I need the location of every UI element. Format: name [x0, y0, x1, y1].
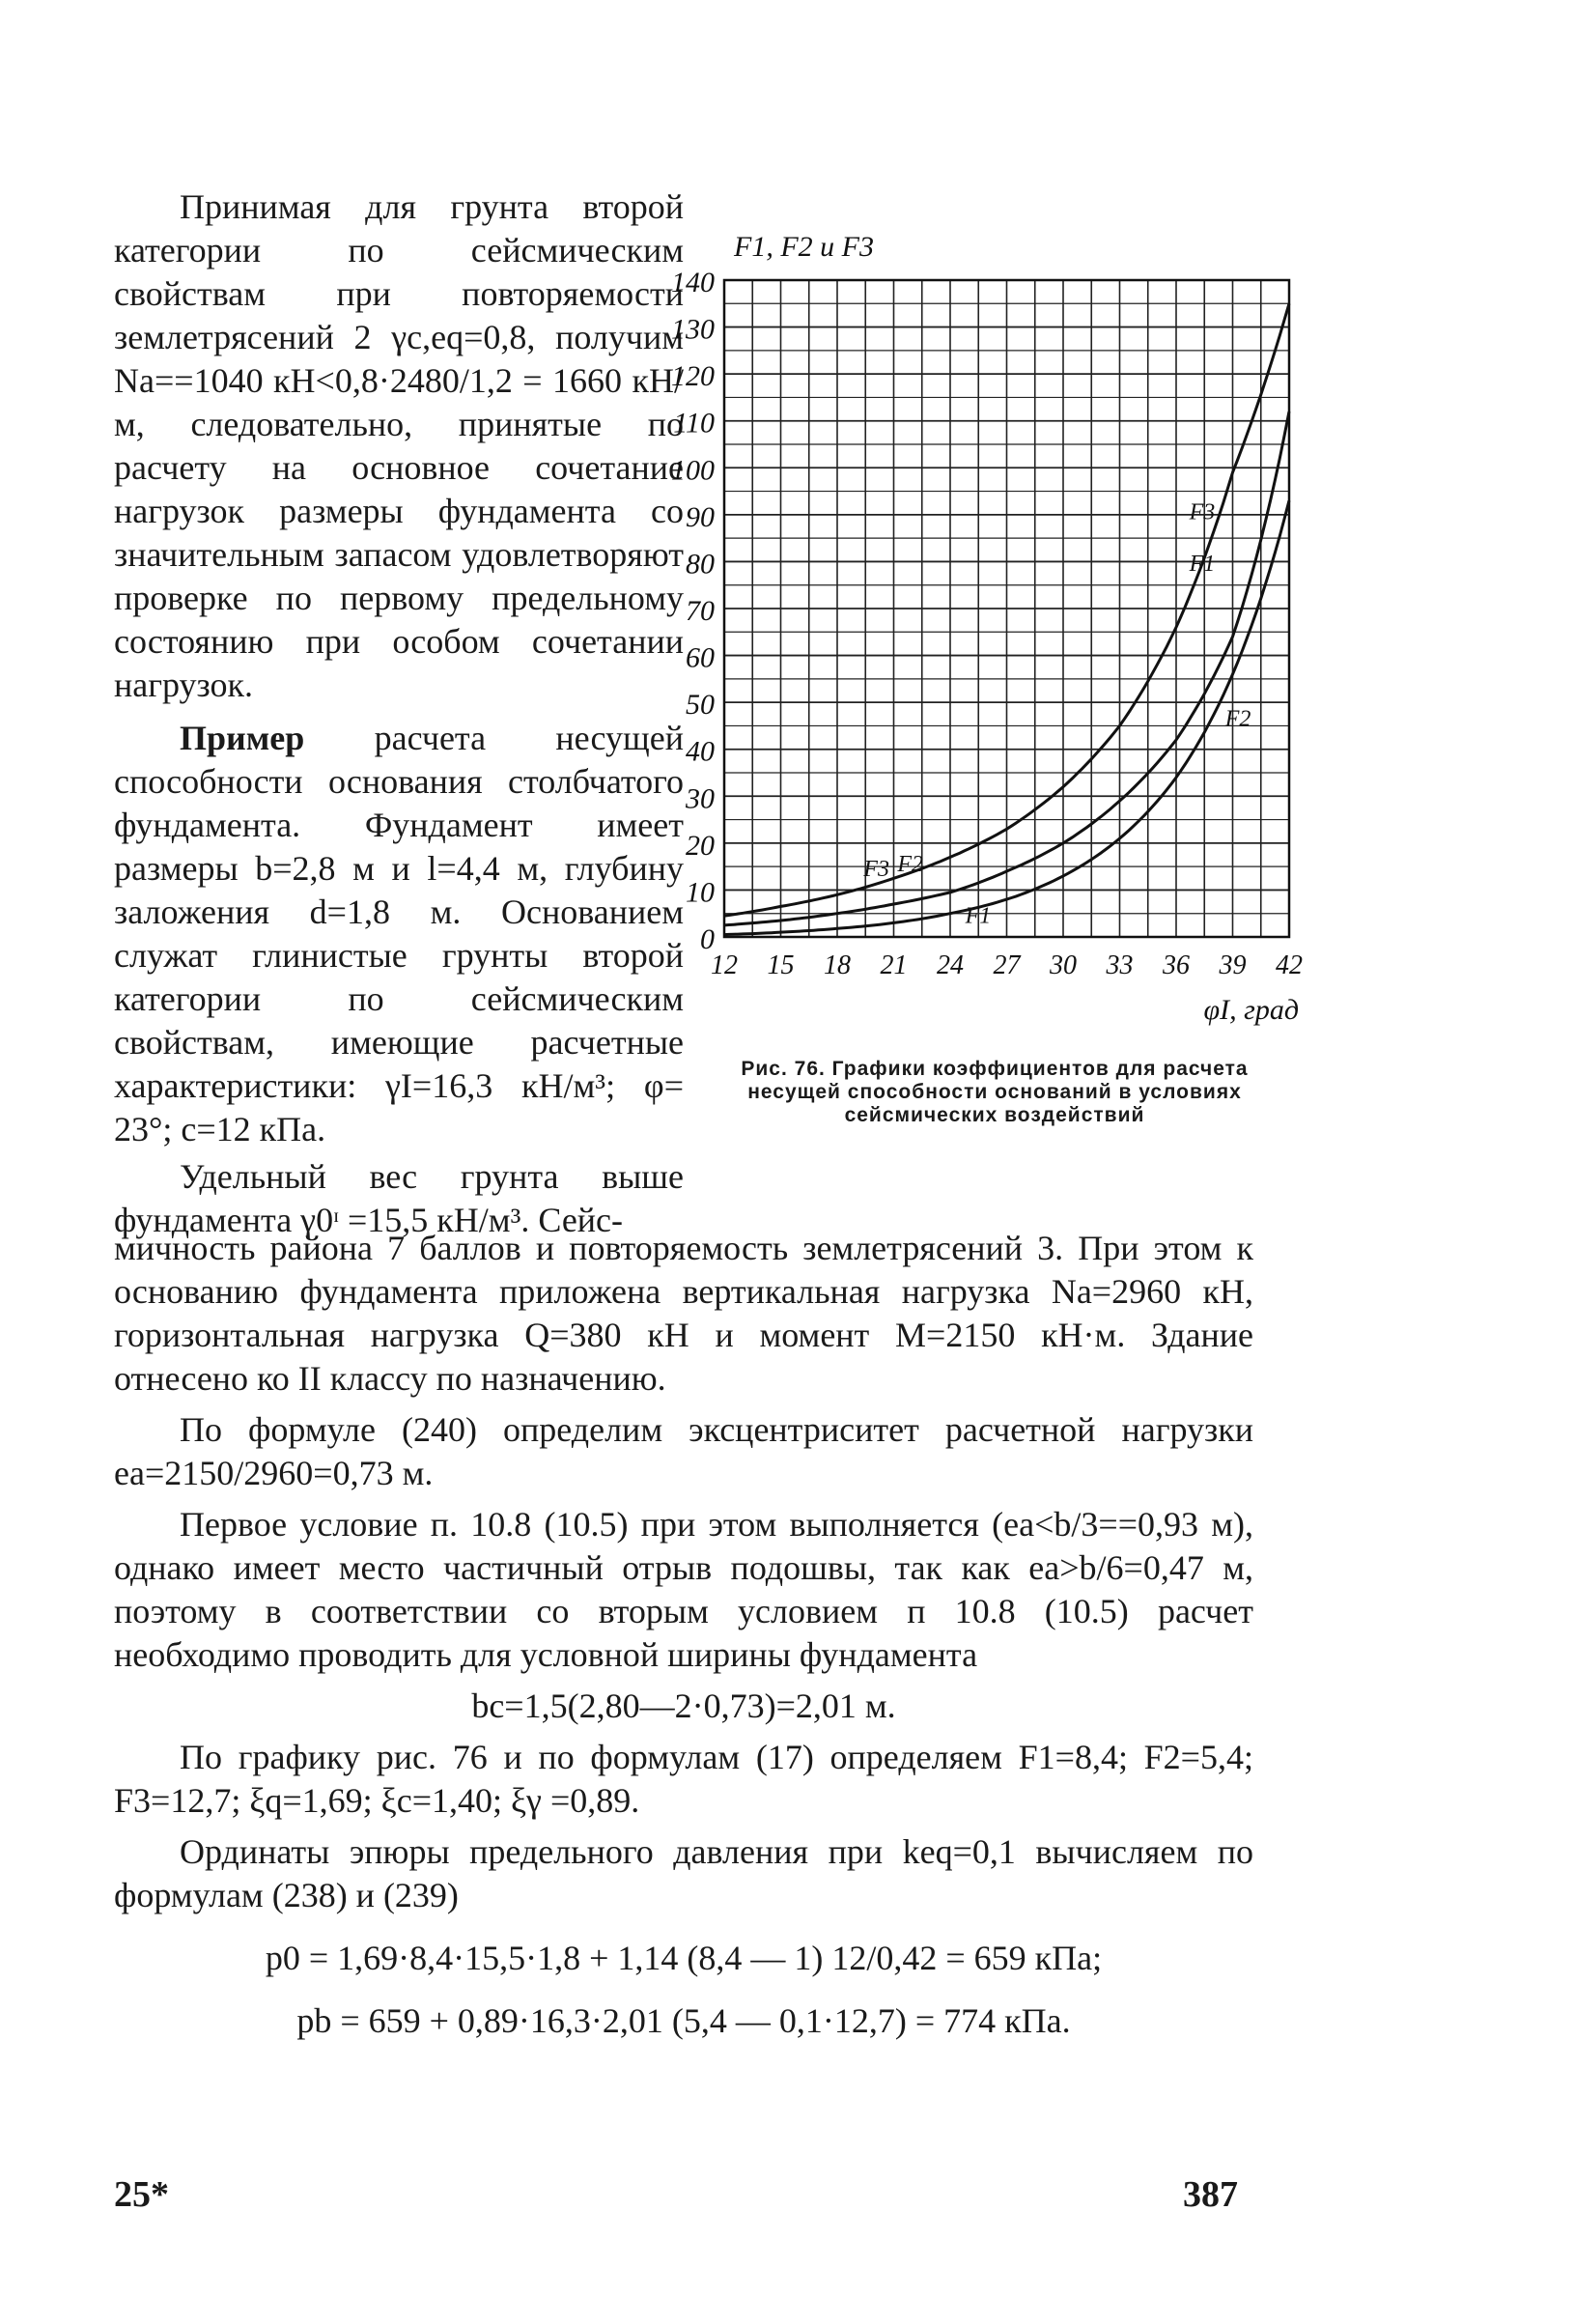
y-tick-label: 30	[686, 782, 715, 815]
equation-p0: p0 = 1,69·8,4·15,5·1,8 + 1,14 (8,4 — 1) 12/0,42 = 659 кПа;	[265, 1939, 1103, 1977]
y-tick-label: 110	[673, 407, 715, 439]
equation-pb: pb = 659 + 0,89·16,3·2,01 (5,4 — 0,1·12,7) = 774 кПа.	[296, 2001, 1071, 2040]
x-tick-label: 12	[711, 950, 738, 980]
paragraph-5: Первое условие п. 10.8 (10.5) при этом выполняется (ea<b/3==0,93 м), однако имеет место частичный отрыв подошвы, так как ea>b/6=0,47 м, поэтому в соответствии со вторым условием п 10.8 (10.5) расчет необходимо проводить для условной ширины фундамента	[114, 1505, 1253, 1674]
series-annotation: F1	[965, 903, 992, 929]
series-annotation: F3	[863, 856, 889, 882]
x-tick-label: 36	[1163, 950, 1190, 980]
paragraph-4: По формуле (240) определим эксцентриситет расчетной нагрузки ea=2150/2960=0,73 м.	[114, 1410, 1253, 1492]
y-tick-label: 120	[671, 360, 715, 393]
series-annotation: F2	[1224, 706, 1251, 732]
y-tick-label: 100	[671, 454, 715, 487]
y-tick-label: 40	[686, 735, 715, 768]
page-number: 387	[1183, 2174, 1238, 2215]
y-tick-label: 0	[700, 923, 715, 955]
chart-figure	[671, 193, 1303, 1026]
x-axis-label: φI, град	[1203, 994, 1299, 1026]
y-axis-label: F1, F2 и F3	[734, 231, 874, 263]
example-heading: Пример	[180, 719, 305, 757]
series-annotation: F1	[1189, 552, 1216, 578]
y-tick-label: 70	[686, 595, 715, 627]
y-tick-label: 90	[686, 500, 715, 533]
y-tick-label: 140	[671, 267, 715, 298]
paragraph-7: Ординаты эпюры предельного давления при keq=0,1 вычисляем по формулам (238) и (239)	[114, 1832, 1253, 1914]
paragraph-3-cont: мичность района 7 баллов и повторяемость землетрясений 3. При этом к основанию фундамента приложена вертикальная нагрузка Na=2960 кН, горизонтальная нагрузка Q=380 кН и момент M=2150 кН·м. Здание отнесено ко II классу по назначению.	[114, 1229, 1253, 1398]
series-annotation: F3	[1189, 499, 1216, 525]
x-tick-label: 27	[993, 950, 1021, 980]
paragraph-1: Принимая для грунта второй категории по сейсмическим свойствам при повторяемости землетрясений 2 γc,eq=0,8, получим Na==1040 кН<0,8·2480/1,2 = 1660 кН/м, следовательно, принятые по расчету на основное сочетание нагрузок размеры фундамента со значительным запасом удовлетворяют проверке по первому предельному состоянию при особом сочетании нагрузок.	[114, 187, 684, 704]
x-tick-label: 24	[937, 950, 964, 980]
y-tick-label: 130	[671, 313, 715, 346]
series-annotation: F2	[897, 852, 924, 877]
paragraph-2	[114, 717, 684, 1151]
example-text: расчета несущей способности основания столбчатого фундамента. Фундамент имеет размеры b=2,8 м и l=4,4 м, глубину заложения d=1,8 м. Основанием служат глинистые грунты второй категории по сейсмическим свойствам, имеющие расчетные характеристики: γI=16,3 кН/м³; φ= 23°; c=12 кПа.	[114, 719, 684, 1148]
footer-signature-mark: 25*	[114, 2174, 169, 2215]
body-text	[114, 1227, 1253, 2051]
y-tick-label: 20	[686, 829, 715, 862]
y-tick-label: 50	[686, 689, 715, 722]
paragraph-3-start: Удельный вес грунта выше фундамента γ0ᶦ =15,5 кН/м³. Сейс-	[114, 1157, 684, 1239]
y-tick-label: 60	[686, 641, 715, 674]
figure-caption: Рис. 76. Графики коэффициентов для расчета несущей способности оснований в условиях сейсмических воздействий	[741, 1058, 1249, 1126]
x-tick-label: 33	[1106, 950, 1134, 980]
x-tick-label: 42	[1276, 950, 1303, 980]
equation-bc: bc=1,5(2,80—2·0,73)=2,01 м.	[471, 1686, 896, 1725]
x-tick-label: 18	[824, 950, 851, 980]
left-column	[114, 185, 684, 1242]
paragraph-6: По графику рис. 76 и по формулам (17) определяем F1=8,4; F2=5,4; F3=12,7; ξq=1,69; ξc=1,40; ξγ =0,89.	[114, 1738, 1253, 1820]
y-tick-label: 80	[686, 548, 715, 581]
x-tick-label: 21	[880, 950, 908, 980]
x-tick-label: 15	[767, 950, 795, 980]
y-tick-label: 10	[686, 876, 715, 909]
x-tick-label: 39	[1219, 950, 1247, 980]
x-tick-label: 30	[1050, 950, 1077, 980]
